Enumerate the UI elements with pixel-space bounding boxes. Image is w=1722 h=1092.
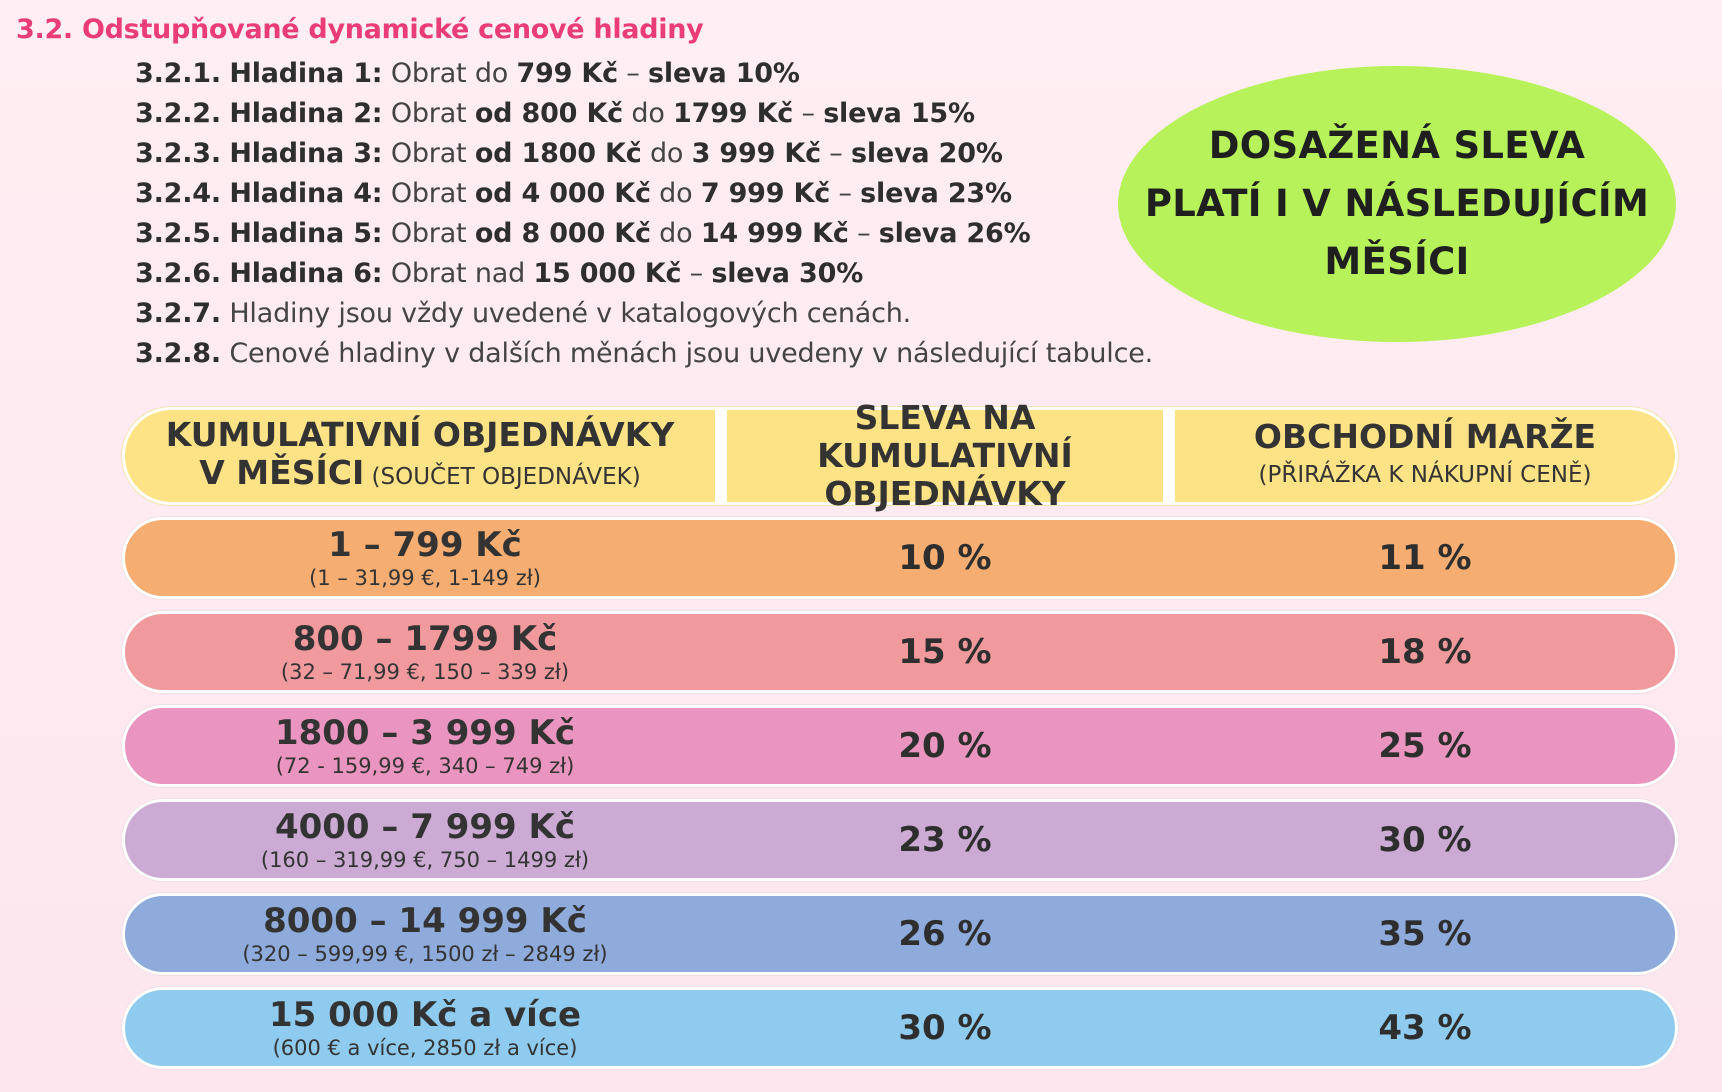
section-title: 3.2. Odstupňované dynamické cenové hladiny bbox=[16, 14, 704, 45]
table-row bbox=[122, 611, 1678, 693]
price-levels-table bbox=[122, 398, 1678, 1069]
rule-text: – bbox=[848, 218, 879, 249]
rule-label: Hladina 3: bbox=[229, 138, 383, 169]
margin-value: 25 % bbox=[1378, 726, 1472, 766]
rule-text: – bbox=[681, 258, 712, 289]
table-row bbox=[122, 987, 1678, 1069]
rule-bold: sleva 20% bbox=[850, 138, 1003, 169]
header-cumulative-orders bbox=[125, 410, 715, 502]
rule-text: Hladiny jsou vždy uvedené v katalogových cenách. bbox=[229, 298, 912, 329]
discount-value: 23 % bbox=[898, 820, 992, 860]
rule-text: Obrat bbox=[390, 218, 475, 249]
range-other-currencies: (160 – 319,99 €, 750 – 1499 zł) bbox=[260, 848, 590, 872]
range-czk: 15 000 Kč a více bbox=[268, 995, 582, 1035]
rule-bold: sleva 26% bbox=[878, 218, 1031, 249]
discount-value: 20 % bbox=[898, 726, 992, 766]
rule-text: do bbox=[641, 138, 692, 169]
rule-text: – bbox=[820, 138, 851, 169]
rule-text: do bbox=[650, 178, 701, 209]
rule-bold: sleva 23% bbox=[860, 178, 1012, 209]
rule-text: Obrat bbox=[390, 178, 475, 209]
range-other-currencies: (600 € a více, 2850 zł a více) bbox=[272, 1036, 578, 1060]
rule-number: 3.2.8. bbox=[135, 338, 221, 369]
rule-text: – bbox=[617, 58, 649, 89]
rule-item bbox=[135, 334, 1153, 374]
range-czk: 800 – 1799 Kč bbox=[292, 619, 558, 659]
header-col2-line1: SLEVA NA KUMULATIVNÍ bbox=[817, 398, 1073, 475]
rule-label: Hladina 5: bbox=[229, 218, 383, 249]
rule-text: Cenové hladiny v dalších měnách jsou uvedeny v následující tabulce. bbox=[229, 338, 1154, 369]
order-range-cell bbox=[125, 708, 725, 784]
rule-number: 3.2.2. bbox=[135, 98, 221, 129]
rule-bold: od 4 000 Kč bbox=[474, 178, 651, 209]
badge-line-3: MĚSÍCI bbox=[1324, 240, 1470, 283]
rule-bold: od 8 000 Kč bbox=[474, 218, 651, 249]
rule-number: 3.2.4. bbox=[135, 178, 221, 209]
rule-label: Hladina 4: bbox=[229, 178, 383, 209]
rule-bold: sleva 15% bbox=[823, 98, 975, 129]
header-col3-sub: (PŘIRÁŽKA K NÁKUPNÍ CENĚ) bbox=[1258, 462, 1592, 488]
range-other-currencies: (32 – 71,99 €, 150 – 339 zł) bbox=[280, 660, 570, 684]
discount-value: 26 % bbox=[898, 914, 992, 954]
rule-bold: 14 999 Kč bbox=[700, 218, 849, 249]
range-other-currencies: (1 – 31,99 €, 1-149 zł) bbox=[309, 566, 541, 590]
rule-text: Obrat bbox=[390, 138, 475, 169]
discount-value: 10 % bbox=[898, 538, 992, 578]
badge-line-1: DOSAŽENÁ SLEVA bbox=[1208, 124, 1586, 167]
rule-text: – bbox=[793, 98, 824, 129]
margin-value: 11 % bbox=[1378, 538, 1472, 578]
margin-value: 35 % bbox=[1378, 914, 1472, 954]
rule-bold: od 1800 Kč bbox=[474, 138, 642, 169]
rule-number: 3.2.7. bbox=[135, 298, 221, 329]
range-other-currencies: (72 - 159,99 €, 340 – 749 zł) bbox=[275, 754, 575, 778]
range-other-currencies: (320 – 599,99 €, 1500 zł – 2849 zł) bbox=[242, 942, 608, 966]
rule-text: do bbox=[650, 218, 701, 249]
rule-text: – bbox=[830, 178, 861, 209]
table-body bbox=[122, 517, 1678, 1069]
header-col1-line2: V MĚSÍCI bbox=[199, 453, 365, 492]
rule-text: Obrat nad bbox=[390, 258, 534, 289]
rule-text: Obrat bbox=[390, 98, 475, 129]
header-divider bbox=[1163, 410, 1175, 502]
rule-number: 3.2.6. bbox=[135, 258, 221, 289]
order-range-cell bbox=[125, 896, 725, 972]
rule-item bbox=[135, 94, 1153, 134]
rule-item bbox=[135, 134, 1153, 174]
range-czk: 1 – 799 Kč bbox=[328, 525, 522, 565]
header-col1-line1: KUMULATIVNÍ OBJEDNÁVKY bbox=[165, 415, 675, 454]
table-row bbox=[122, 517, 1678, 599]
rule-item bbox=[135, 254, 1153, 294]
order-range-cell bbox=[125, 990, 725, 1066]
rule-label: Hladina 1: bbox=[229, 58, 383, 89]
rule-bold: 1799 Kč bbox=[673, 98, 794, 129]
margin-value: 18 % bbox=[1378, 632, 1472, 672]
header-margin bbox=[1175, 410, 1675, 502]
header-discount bbox=[727, 398, 1163, 513]
header-col3-line1: OBCHODNÍ MARŽE bbox=[1253, 417, 1597, 456]
rule-bold: 7 999 Kč bbox=[700, 178, 831, 209]
range-czk: 4000 – 7 999 Kč bbox=[274, 807, 576, 847]
badge-line-2: PLATÍ I V NÁSLEDUJÍCÍM bbox=[1144, 182, 1650, 225]
rule-item bbox=[135, 174, 1153, 214]
rule-item bbox=[135, 214, 1153, 254]
range-czk: 8000 – 14 999 Kč bbox=[263, 901, 587, 941]
discount-note-badge bbox=[1118, 66, 1676, 342]
rule-item bbox=[135, 54, 1153, 94]
rule-number: 3.2.5. bbox=[135, 218, 221, 249]
margin-value: 43 % bbox=[1378, 1008, 1472, 1048]
rule-number: 3.2.1. bbox=[135, 58, 221, 89]
rule-text: Obrat do bbox=[390, 58, 517, 89]
rule-text: do bbox=[623, 98, 674, 129]
rule-bold: 3 999 Kč bbox=[691, 138, 821, 169]
discount-value: 15 % bbox=[898, 632, 992, 672]
margin-value: 30 % bbox=[1378, 820, 1472, 860]
rule-bold: sleva 30% bbox=[711, 258, 864, 289]
rule-bold: 799 Kč bbox=[516, 58, 618, 89]
table-row bbox=[122, 893, 1678, 975]
rule-label: Hladina 6: bbox=[229, 258, 383, 289]
header-col2-line2: OBJEDNÁVKY bbox=[824, 474, 1066, 513]
order-range-cell bbox=[125, 614, 725, 690]
order-range-cell bbox=[125, 802, 725, 878]
rule-bold: od 800 Kč bbox=[474, 98, 623, 129]
rule-number: 3.2.3. bbox=[135, 138, 221, 169]
table-row bbox=[122, 705, 1678, 787]
order-range-cell bbox=[125, 520, 725, 596]
rule-bold: 15 000 Kč bbox=[533, 258, 682, 289]
table-row bbox=[122, 799, 1678, 881]
rule-item bbox=[135, 294, 1153, 334]
rule-bold: sleva 10% bbox=[648, 58, 800, 89]
rules-list bbox=[135, 54, 1153, 374]
table-header bbox=[122, 398, 1678, 513]
header-col1-line2-wrap bbox=[199, 454, 640, 496]
range-czk: 1800 – 3 999 Kč bbox=[274, 713, 576, 753]
header-col1-sub: (SOUČET OBJEDNÁVEK) bbox=[364, 464, 641, 490]
discount-value: 30 % bbox=[898, 1008, 992, 1048]
rule-label: Hladina 2: bbox=[229, 98, 383, 129]
header-divider bbox=[715, 410, 727, 502]
